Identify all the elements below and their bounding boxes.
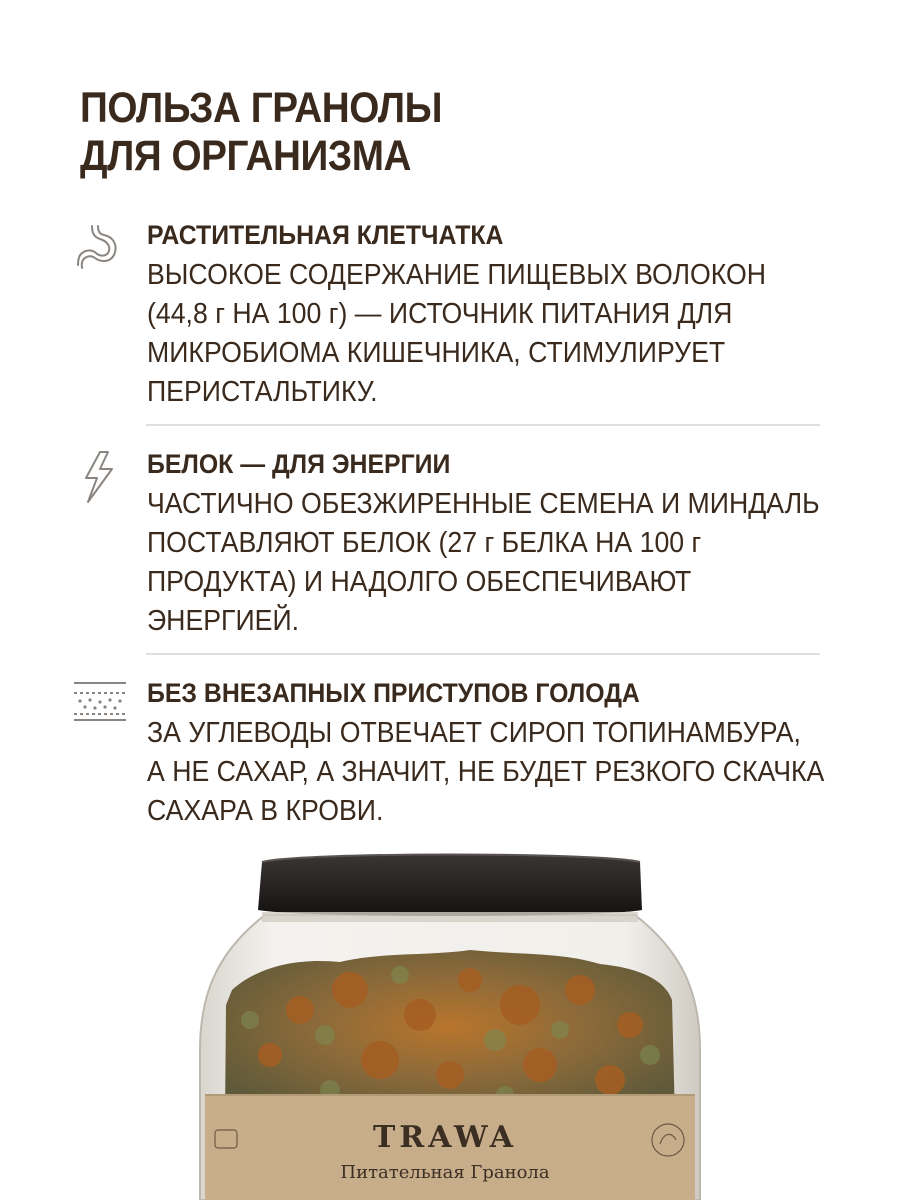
benefit-description xyxy=(147,485,820,641)
page-title xyxy=(80,84,746,180)
benefit-line: ПЕРИСТАЛЬТИКУ. xyxy=(147,376,378,408)
benefit-line: ЗА УГЛЕВОДЫ ОТВЕЧАЕТ СИРОП ТОПИНАМБУРА, xyxy=(147,717,801,749)
benefit-line: ВЫСОКОЕ СОДЕРЖАНИЕ ПИЩЕВЫХ ВОЛОКОН xyxy=(147,259,767,291)
page-title-line-1: ПОЛЬЗА ГРАНОЛЫ xyxy=(80,84,443,132)
benefit-heading: БЕЛОК — ДЛЯ ЭНЕРГИИ xyxy=(147,449,451,479)
benefit-line: МИКРОБИОМА КИШЕЧНИКА, СТИМУЛИРУЕТ xyxy=(147,337,726,369)
benefit-heading: БЕЗ ВНЕЗАПНЫХ ПРИСТУПОВ ГОЛОДА xyxy=(147,678,640,708)
benefit-line: ПРОДУКТА) И НАДОЛГО ОБЕСПЕЧИВАЮТ xyxy=(147,566,692,598)
benefit-heading: РАСТИТЕЛЬНАЯ КЛЕТЧАТКА xyxy=(147,220,504,250)
section-divider xyxy=(146,424,820,426)
granola-jar-image xyxy=(0,840,900,1200)
benefit-line: А НЕ САХАР, А ЗНАЧИТ, НЕ БУДЕТ РЕЗКОГО СКАЧКА xyxy=(147,756,825,788)
benefit-line: ПОСТАВЛЯЮТ БЕЛОК (27 г БЕЛКА НА 100 г xyxy=(147,527,702,559)
section-divider xyxy=(146,653,820,655)
benefit-line: ЭНЕРГИЕЙ. xyxy=(147,605,300,637)
benefit-line: ЧАСТИЧНО ОБЕЗЖИРЕННЫЕ СЕМЕНА И МИНДАЛЬ xyxy=(147,488,820,520)
page-title-line-2: ДЛЯ ОРГАНИЗМА xyxy=(80,132,412,180)
lightning-icon xyxy=(70,447,128,505)
benefit-line: (44,8 г НА 100 г) — ИСТОЧНИК ПИТАНИЯ ДЛЯ xyxy=(147,298,733,330)
product-name: Питательная Гранола xyxy=(340,1162,550,1183)
product-brand: TRAWA xyxy=(372,1120,518,1155)
jar-lid xyxy=(258,855,642,917)
benefit-description xyxy=(147,256,782,412)
dotted-layers-icon xyxy=(70,676,128,734)
benefit-line: САХАРА В КРОВИ. xyxy=(147,795,384,827)
benefit-description xyxy=(147,714,825,831)
stomach-icon xyxy=(70,218,128,276)
